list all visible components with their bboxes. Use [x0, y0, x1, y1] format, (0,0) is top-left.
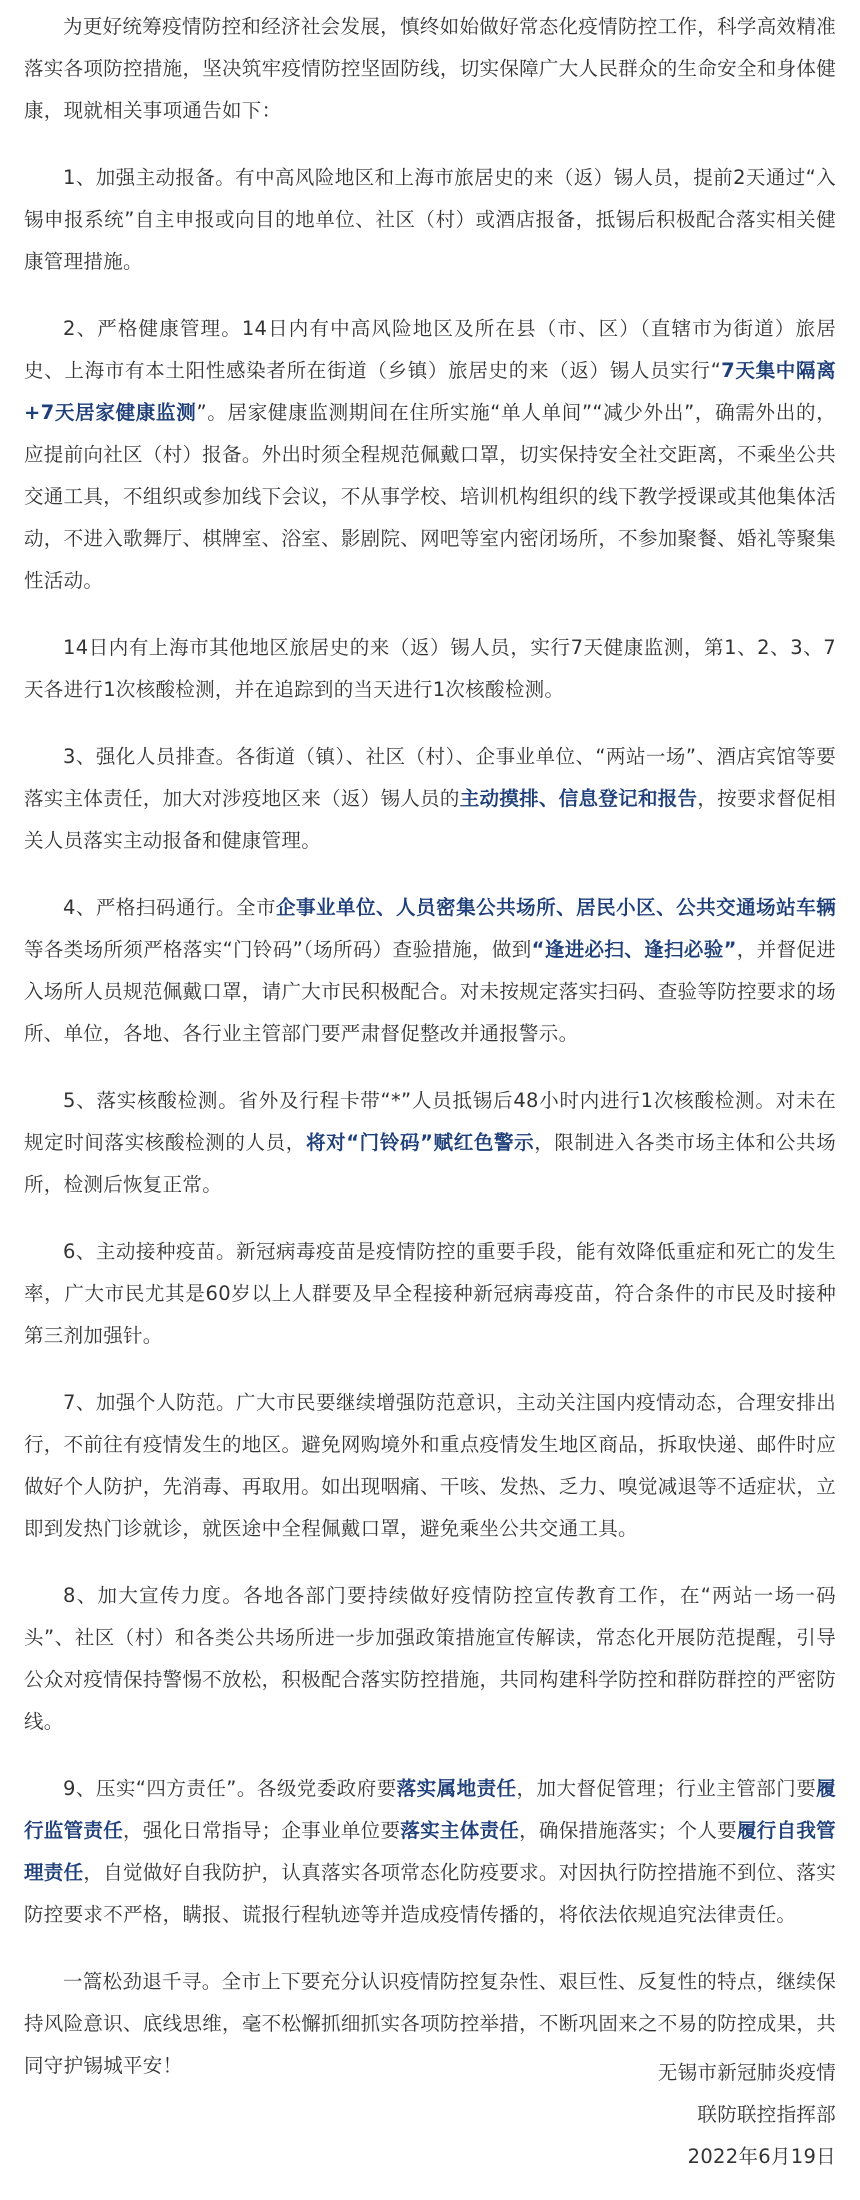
item-text: ”。居家健康监测期间在住所实施“单人单间”“减少外出”，确需外出的，应提前向社区（村）报备。外出时须全程规范佩戴口罩，切实保持安全社交距离，不乘坐公共交通工具，不组织或参加线下会议，不从事学校、培训机构组织的线下教学授课或其他集体活动，不进入歌舞厅、棋牌室、浴室、影剧院、网吧等室内密闭场所，不参加聚餐、婚礼等聚集性活动。 [24, 401, 837, 592]
item-paragraph [24, 627, 836, 711]
item-paragraph [24, 736, 836, 862]
item-text: ，自觉做好自我防护，认真落实各项常态化防疫要求。对因执行防控措施不到位、落实防控要求不严格，瞒报、谎报行程轨迹等并造成疫情传播的，将依法依规追究法律责任。 [24, 1861, 836, 1926]
item-text: 8、加大宣传力度。各地各部门要持续做好疫情防控宣传教育工作，在“两站一场一码头”、社区（村）和各类公共场所进一步加强政策措施宣传解读，常态化开展防范提醒，引导公众对疫情保持警惕不放松，积极配合落实防控措施，共同构建科学防控和群防群控的严密防线。 [24, 1584, 836, 1733]
item-text: ，并督促进入场所人员规范佩戴口罩，请广大市民积极配合。对未按规定落实扫码、查验等防控要求的场所、单位，各地、各行业主管部门要严肃督促整改并通报警示。 [24, 938, 836, 1045]
issue-date: 2022年6月19日 [687, 2145, 836, 2168]
item-text: 4、严格扫码通行。全市 [63, 896, 276, 919]
item-text: 5、落实核酸检测。省外及行程卡带“*”人员抵锡后48小时内进行1次核酸检测。对未在规定时间落实核酸检测的人员， [24, 1089, 836, 1154]
issuer-line-1: 无锡市新冠肺炎疫情 [657, 2061, 836, 2084]
item-text: 一篙松劲退千寻。全市上下要充分认识疫情防控复杂性、艰巨性、反复性的特点，继续保持风险意识、底线思维，毫不松懈抓细抓实各项防控举措，不断巩固来之不易的防控成果，共同守护锡城平安！ [24, 1970, 836, 2077]
item-paragraph [24, 887, 836, 1055]
signature-block [658, 2052, 836, 2178]
item-text: 9、压实“四方责任”。各级党委政府要 [63, 1777, 397, 1800]
highlight-text: 落实属地责任 [396, 1777, 517, 1800]
item-text: ，按要求督促相关人员落实主动报备和健康管理。 [24, 787, 836, 852]
highlight-text: 落实主体责任 [400, 1819, 520, 1842]
item-paragraph [24, 1768, 836, 1936]
item-paragraph [24, 157, 836, 283]
item-text: 等各类场所须严格落实“门铃码”（场所码）查验措施，做到 [24, 938, 532, 961]
item-text: 1、加强主动报备。有中高风险地区和上海市旅居史的来（返）锡人员，提前2天通过“入锡申报系统”自主申报或向目的地单位、社区（村）或酒店报备，抵锡后积极配合落实相关健康管理措施。 [24, 166, 836, 273]
item-text: ，加大督促管理；行业主管部门要 [516, 1777, 817, 1800]
item-paragraph [24, 1382, 836, 1550]
issuer-line-2: 联防联控指挥部 [697, 2103, 836, 2126]
item-paragraph [24, 1231, 836, 1357]
highlight-text: “逢进必扫、逢扫必验” [531, 938, 737, 961]
item-text: 2、严格健康管理。14日内有中高风险地区及所在县（市、区）（直辖市为街道）旅居史、上海市有本土阳性感染者所在街道（乡镇）旅居史的来（返）锡人员实行“ [24, 317, 836, 382]
item-text: 14日内有上海市其他地区旅居史的来（返）锡人员，实行7天健康监测，第1、2、3、7天各进行1次核酸检测，并在追踪到的当天进行1次核酸检测。 [24, 636, 836, 701]
item-paragraph [24, 308, 836, 602]
item-text: ，限制进入各类市场主体和公共场所，检测后恢复正常。 [24, 1131, 836, 1196]
item-text: ，确保措施落实；个人要 [519, 1819, 737, 1842]
highlight-text: 将对“门铃码”赋红色警示 [305, 1131, 535, 1154]
highlight-text: 履行监管责任 [24, 1777, 836, 1842]
item-text: 7、加强个人防范。广大市民要继续增强防范意识，主动关注国内疫情动态，合理安排出行，不前往有疫情发生的地区。避免网购境外和重点疫情发生地区商品，拆取快递、邮件时应做好个人防护，先消毒、再取用。如出现咽痛、干咳、发热、乏力、嗅觉减退等不适症状，立即到发热门诊就诊，就医途中全程佩戴口罩，避免乘坐公共交通工具。 [24, 1391, 836, 1540]
item-text: 3、强化人员排查。各街道（镇）、社区（村）、企事业单位、“两站一场”、酒店宾馆等要落实主体责任，加大对涉疫地区来（返）锡人员的 [24, 745, 836, 810]
item-paragraph [24, 1575, 836, 1743]
item-text: ，强化日常指导；企事业单位要 [123, 1819, 401, 1842]
item-paragraph [24, 1080, 836, 1206]
highlight-text: 企事业单位、人员密集公共场所、居民小区、公共交通场站车辆 [276, 896, 836, 919]
highlight-text: 履行自我管理责任 [24, 1819, 836, 1884]
highlight-text: 主动摸排、信息登记和报告 [459, 787, 698, 810]
highlight-text: 7天集中隔离+7天居家健康监测 [24, 359, 836, 424]
item-text: 6、主动接种疫苗。新冠病毒疫苗是疫情防控的重要手段，能有效降低重症和死亡的发生率，广大市民尤其是60岁以上人群要及早全程接种新冠病毒疫苗，符合条件的市民及时接种第三剂加强针。 [24, 1240, 836, 1347]
intro-paragraph: 为更好统筹疫情防控和经济社会发展，慎终如始做好常态化疫情防控工作，科学高效精准落实各项防控措施，坚决筑牢疫情防控坚固防线，切实保障广大人民群众的生命安全和身体健康，现就相关事项通告如下： [24, 15, 836, 122]
